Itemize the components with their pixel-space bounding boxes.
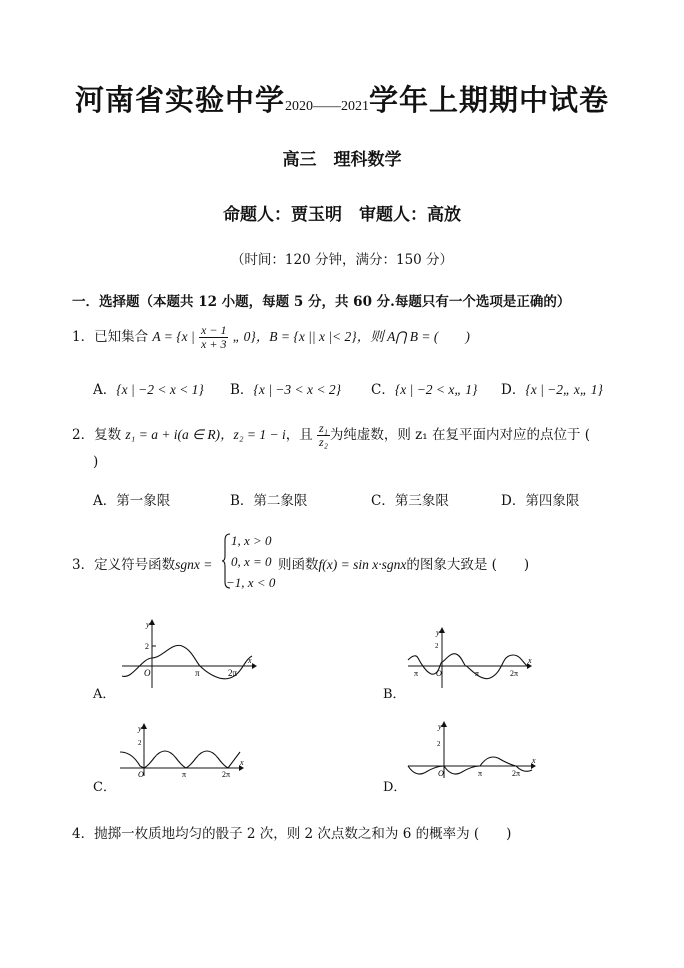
q1-frac-den: x + 3: [201, 337, 227, 351]
q1-option-c: [371, 378, 477, 398]
q3-graph-a: [118, 618, 258, 690]
axis-y-label: y: [436, 628, 440, 637]
option-text: {x | −3 < x < 2}: [253, 382, 341, 397]
option-text: {x | −2 < x < 1}: [116, 382, 204, 397]
exam-subtitle: 高三 理科数学: [282, 150, 402, 170]
two-pi-label: 2π: [228, 668, 238, 678]
q3-option-d-label: D．: [383, 780, 407, 795]
two-pi-label: 2π: [512, 769, 521, 778]
q2-number: 2．: [72, 427, 95, 443]
q1-text: 已知集合: [94, 329, 149, 345]
q3-lead: [72, 553, 212, 573]
origin-label: O: [144, 668, 151, 678]
pi-label: π: [478, 769, 483, 778]
origin-label: O: [436, 669, 442, 678]
exam-authors: 命题人：贾玉明 审题人：高放: [223, 205, 461, 225]
q2-option-b: [230, 489, 307, 509]
axis-two-label: 2: [435, 642, 439, 650]
exam-time-info: （时间：120 分钟，满分：150 分）: [230, 252, 454, 268]
option-label: D．: [501, 493, 526, 509]
option-label: B．: [230, 382, 254, 398]
option-text: 第三象限: [394, 493, 449, 509]
question-4: [72, 822, 511, 842]
option-label: C．: [371, 493, 395, 509]
q2-text-2: ，且: [285, 427, 313, 443]
q4-text: 抛掷一枚质地均匀的骰子 2 次，则 2 次点数之和为 6 的概率为 ( ): [94, 826, 512, 842]
axis-x-label: x: [248, 656, 252, 665]
q3-tail: [278, 553, 529, 573]
axis-two-label: 2: [138, 739, 142, 747]
axis-y-label: y: [438, 722, 442, 731]
section-heading: 一．选择题（本题共 12 小题，每题 5 分，共 60 分.每题只有一个选项是正确的）: [72, 294, 571, 310]
axis-two-label: 2: [145, 642, 149, 651]
q1-fraction: [199, 324, 228, 351]
q1-number: 1．: [72, 329, 95, 345]
option-text: 第四象限: [525, 493, 580, 509]
q1-option-b: [230, 378, 341, 398]
axis-y-label: y: [146, 620, 150, 629]
title-pre: 河南省实验中学: [74, 83, 285, 117]
origin-label: O: [138, 770, 144, 778]
q2-z2: ，z₂ = 1 − i: [220, 427, 286, 442]
q3-option-c-label: C．: [93, 780, 116, 795]
option-label: D．: [501, 382, 526, 398]
q1-frac-num: x − 1: [201, 323, 227, 337]
q3-graph-d: [406, 720, 540, 780]
q2-z1: z₁ = a + i(a ∈ R): [125, 427, 221, 442]
pi-label: π: [475, 669, 480, 678]
q2-text-1: 复数: [94, 427, 122, 443]
q1-option-d: [501, 378, 603, 398]
q3-func: f(x) = sin x·sgnx: [318, 557, 407, 572]
question-1: [72, 324, 470, 351]
exam-title: [0, 78, 684, 119]
title-year: 2020——2021: [285, 99, 369, 114]
pi-label: π: [195, 668, 200, 678]
q3-text-2: 则函数: [278, 557, 319, 573]
option-text: 第二象限: [253, 493, 308, 509]
q3-case-3: −1, x < 0: [226, 575, 276, 590]
q3-case-1: 1, x > 0: [231, 533, 272, 548]
q2-option-d: [501, 489, 579, 509]
axis-x-label: x: [528, 656, 532, 665]
option-label: A．: [93, 493, 117, 509]
axis-y-label: y: [138, 724, 142, 733]
pi-label: π: [182, 770, 187, 778]
two-pi-label: 2π: [222, 770, 231, 778]
q3-number: 3．: [72, 557, 95, 573]
neg-pi-label: π: [414, 669, 419, 678]
q2-text-3: 为纯虚数，则 z₁ 在复平面内对应的点位于 (: [329, 427, 591, 443]
q2-fraction: [317, 422, 330, 449]
q1-option-a: [93, 378, 204, 398]
option-label: B．: [230, 493, 254, 509]
q1-set-b: ，B = {x || x |< 2}，则 A⋂ B = ( ): [255, 329, 470, 344]
q2-text-4: ): [93, 454, 99, 470]
title-post: 学年上期期中试卷: [369, 83, 610, 117]
option-label: C．: [371, 382, 395, 398]
axis-x-label: x: [532, 756, 536, 765]
option-text: {x | −2 < x„ 1}: [394, 382, 478, 397]
origin-label: O: [438, 769, 444, 778]
option-text: 第一象限: [116, 493, 171, 509]
two-pi-label: 2π: [510, 669, 519, 678]
q4-number: 4．: [72, 826, 95, 842]
q2-frac-den: z₂: [319, 435, 328, 449]
q3-option-b-label: B．: [383, 687, 406, 702]
axis-x-label: x: [240, 758, 244, 767]
q1-set-a-post: „ 0}: [232, 329, 256, 344]
question-2: [72, 422, 590, 449]
q3-text-3: 的图象大致是 ( ): [406, 557, 530, 573]
q3-case-2: 0, x = 0: [231, 554, 272, 569]
q1-set-a-pre: A = {x |: [152, 329, 195, 344]
q2-option-c: [371, 489, 449, 509]
option-text: {x | −2„ x„ 1}: [525, 382, 603, 397]
axis-two-label: 2: [437, 740, 441, 748]
q2-option-a: [93, 489, 170, 509]
q2-frac-num: z₁: [319, 421, 328, 435]
q3-option-a-label: A．: [93, 687, 116, 702]
q3-text-1: 定义符号函数: [94, 557, 176, 573]
q3-graph-b: [406, 626, 536, 690]
option-label: A．: [93, 382, 117, 398]
q3-sgn-lhs: sgnx =: [175, 557, 213, 572]
q3-graph-c: [118, 722, 248, 778]
